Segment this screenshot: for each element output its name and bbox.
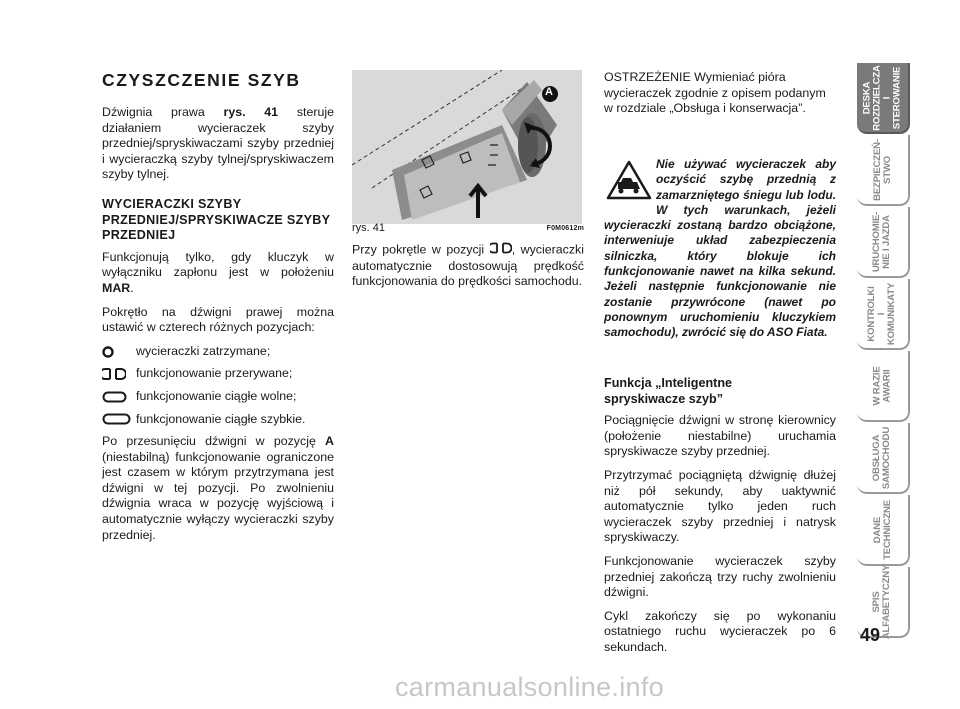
position-fast-label: funkcjonowanie ciągłe szybkie. [136, 411, 306, 426]
position-slow-row [102, 389, 334, 405]
position-off-label: wycieraczki zatrzymane; [136, 343, 271, 358]
left-column [102, 70, 334, 551]
position-a-label: A [325, 434, 334, 449]
smart-washer-p1: Pociągnięcie dźwigni w stronę kierownicy (położenie niestabilne) uruchamia spryskiwacze szyby przedniej. [604, 413, 836, 459]
warning-box-text: Nie używać wycieraczek aby oczyścić szybę przednią z zamarzniętego śniegu lub lodu. W tych warunkach, jeżeli wycieraczki zostaną bardzo obciążone, interweniuje układ zabezpieczenia silniczka, który blokuje ich funkcjonowanie nawet na kilka sekund. Jeżeli następnie funkcjonowanie nie zostanie przywrócone (nawet po ponownym uruchomieniu kluczykiem samochodu), zwrócić się do ASO Fiata. [604, 157, 836, 340]
tab-label: SPIS ALFABETYCZNY [871, 564, 893, 639]
figure-caption: rys. 41 [352, 222, 386, 234]
tab-label: DANE TECHNICZNE [871, 499, 893, 560]
smart-washer-p4: Cykl zakończy się po wykonaniu ostatniego ruchu wycieraczek po 6 sekundach. [604, 608, 836, 654]
intro-paragraph [102, 105, 334, 183]
tab-label: BEZPIECZEŃ- STWO [871, 138, 893, 201]
smart-washer-section [604, 376, 836, 664]
continuous-slow-icon [102, 391, 136, 403]
position-a-paragraph [102, 434, 334, 543]
position-a-text: Po przesunięciu dźwigni w pozycję [102, 434, 326, 449]
page-number: 49 [860, 625, 881, 645]
wiper-blade-note: OSTRZEŻENIE Wymieniać pióra wycieraczek zgodnie z opisem podanym w rozdziale „Obsługa i konserwacja”. [604, 70, 826, 116]
warning-icon-spacer [604, 157, 656, 203]
auto-speed-paragraph [352, 242, 584, 290]
tab-label: DESKA ROZDZIELCZA I STEROWANIE [861, 64, 903, 131]
warning-box [604, 157, 836, 341]
tab-kontrolki[interactable] [857, 279, 910, 350]
position-fast-row [102, 412, 334, 428]
knob-paragraph: Pokrętło na dźwigni prawej można ustawić w czterech różnych pozycjach: [102, 304, 334, 335]
intermittent-inline-icon [490, 242, 512, 259]
smart-washer-p2: Przytrzymać pociągniętą dźwignię dłużej niż pół sekundy, aby uaktywnić automatycznie tylko jeden ruch wycieraczek szyby przedniej i natrysk spryskiwaczy. [604, 467, 836, 545]
middle-column [352, 242, 584, 298]
smart-washer-p3: Funkcjonowanie wycieraczek szyby przedniej zakończą trzy ruchy zwolnieniu dźwigni. [604, 553, 836, 600]
tab-w-razie-awarii[interactable] [857, 351, 910, 422]
right-column [604, 70, 836, 125]
intro-text-rest: steruje działaniem wycieraczek szyby przedniej/spryskiwaczami szyby przedniej i wycieraczką szyby tylnej/spryskiwaczem szyby tylnej. [102, 105, 335, 182]
position-slow-label: funkcjonowanie ciągłe wolne; [136, 388, 297, 403]
tab-bezpieczenstwo[interactable] [857, 135, 910, 206]
figure-code: F0M0612m [546, 224, 584, 232]
tab-label: W RAZIE AWARII [871, 365, 893, 406]
continuous-fast-icon [102, 413, 136, 425]
figure-caption-row [352, 222, 584, 234]
tab-label: KONTROLKI I KOMUNIKATY [866, 282, 898, 345]
wiper-lever-figure [352, 70, 582, 224]
tab-obsluga[interactable] [857, 423, 910, 494]
ignition-end: . [130, 280, 134, 295]
position-intermittent-row [102, 366, 334, 382]
auto-speed-text: Przy pokrętle w pozycji [352, 242, 490, 257]
position-a-marker: A [545, 86, 553, 98]
intro-text: Dźwignia prawa [102, 105, 224, 119]
off-o-icon [102, 345, 136, 359]
page-title: CZYSZCZENIE SZYB [102, 70, 301, 90]
tab-uruchomienie[interactable] [857, 207, 910, 278]
ignition-paragraph [102, 250, 334, 297]
front-wipers-heading: WYCIERACZKI SZYBY PRZEDNIEJ/SPRYSKIWACZE SZYBY PRZEDNIEJ [102, 196, 331, 243]
auto-speed-text-rest: , wycieraczki automatycznie dostosowują prędkość funkcjonowania do prędkości samochodu. [352, 242, 584, 289]
tab-label: OBSŁUGA SAMOCHODU [871, 426, 893, 489]
ignition-position: MAR [102, 280, 131, 295]
tab-dane-techniczne[interactable] [857, 495, 910, 566]
intermittent-icon [102, 367, 136, 381]
position-off-row [102, 344, 334, 360]
figure-reference: rys. 41 [223, 105, 279, 119]
tab-label: URUCHOMIE- NIE I JAZDA [871, 211, 893, 272]
watermark: carmanualsonline.info [395, 672, 664, 702]
smart-washer-heading: Funkcja „Inteligentne spryskiwacze szyb” [604, 376, 733, 406]
position-intermittent-label: funkcjonowanie przerywane; [136, 366, 293, 381]
ignition-text: Funkcjonują tylko, gdy kluczyk w wyłączniku zapłonu jest w położeniu [102, 249, 334, 280]
tab-deska-rozdzielcza[interactable] [857, 63, 910, 134]
position-a-text-rest: (niestabilną) funkcjonowanie ograniczone jest czasem w którym przytrzymana jest dźwigni w tej pozycji. Po zwolnieniu dźwignia wraca w pozycję wyjściową i automatycznie wyłączy wycieraczki szyby przedniej. [102, 449, 334, 542]
